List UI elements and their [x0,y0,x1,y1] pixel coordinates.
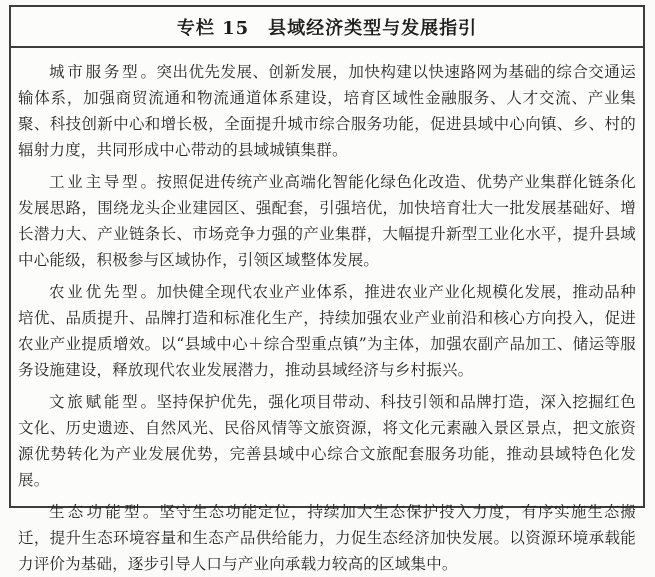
panel-title: 专栏 15 县域经济类型与发展指引 [176,17,478,39]
type-label-city-service: 城市服务型 [49,63,141,81]
paragraph-text: 。突出优先发展、创新发展，加快构建以快速路网为基础的综合交通运输体系，加强商贸流通和物流通道体系建设，培育区域性金融服务、人才交流、产业集聚、科技创新中心和增长极，全面提升城市综合服务功能，促进县域中心向镇、乡、村的辐射力度，共同形成中心带动的县域城镇集群。 [18,63,636,159]
type-label-culture-tourism: 文旅赋能型 [49,393,141,411]
paragraph-text: 。加快健全现代农业产业体系，推进农业产业化规模化发展，推动品种培优、品质提升、品牌打造和标准化生产，持续加强农业产业前沿和核心方向投入，促进农业产业提质增效。以“县域中心＋综合型重点镇”为主体，加强农副产品加工、储运等服务设施建设，释放现代农业发展潜力，推动县域经济与乡村振兴。 [18,283,636,379]
type-label-industry-led: 工业主导型 [49,173,141,191]
type-label-ecological-function: 生态功能型 [49,503,143,521]
paragraph-ecological-function [18,499,636,577]
panel-body [11,48,643,577]
paragraph-industry-led [18,169,636,273]
paragraph-agriculture-first [18,279,636,383]
paragraph-text: 。坚守生态功能定位，持续加大生态保护投入力度，有序实施生态搬迁，提升生态环境容量和生态产品供给能力，力促生态经济加快发展。以资源环境承载能力评价为基础，逐步引导人口与产业向承载力较高的区域集中。 [18,503,636,573]
paragraph-city-service [18,59,636,163]
column-15-panel [9,5,645,573]
paragraph-text: 。按照促进传统产业高端化智能化绿色化改造、优势产业集群化链条化发展思路，围绕龙头企业建园区、强配套，引强培优，加快培育壮大一批发展基础好、增长潜力大、产业链条长、市场竞争力强的产业集群，大幅提升新型工业化水平，提升县域中心能级，积极参与区域协作，引领区域整体发展。 [18,173,636,269]
panel-title-bar [11,7,643,48]
paragraph-culture-tourism [18,389,636,493]
type-label-agriculture-first: 农业优先型 [49,283,141,301]
paragraph-text: 。坚持保护优先，强化项目带动、科技引领和品牌打造，深入挖掘红色文化、历史遗迹、自然风光、民俗风情等文旅资源，将文化元素融入景区景点，把文旅资源优势转化为产业发展优势，完善县域中心综合文旅配套服务功能，推动县域特色化发展。 [18,393,636,489]
